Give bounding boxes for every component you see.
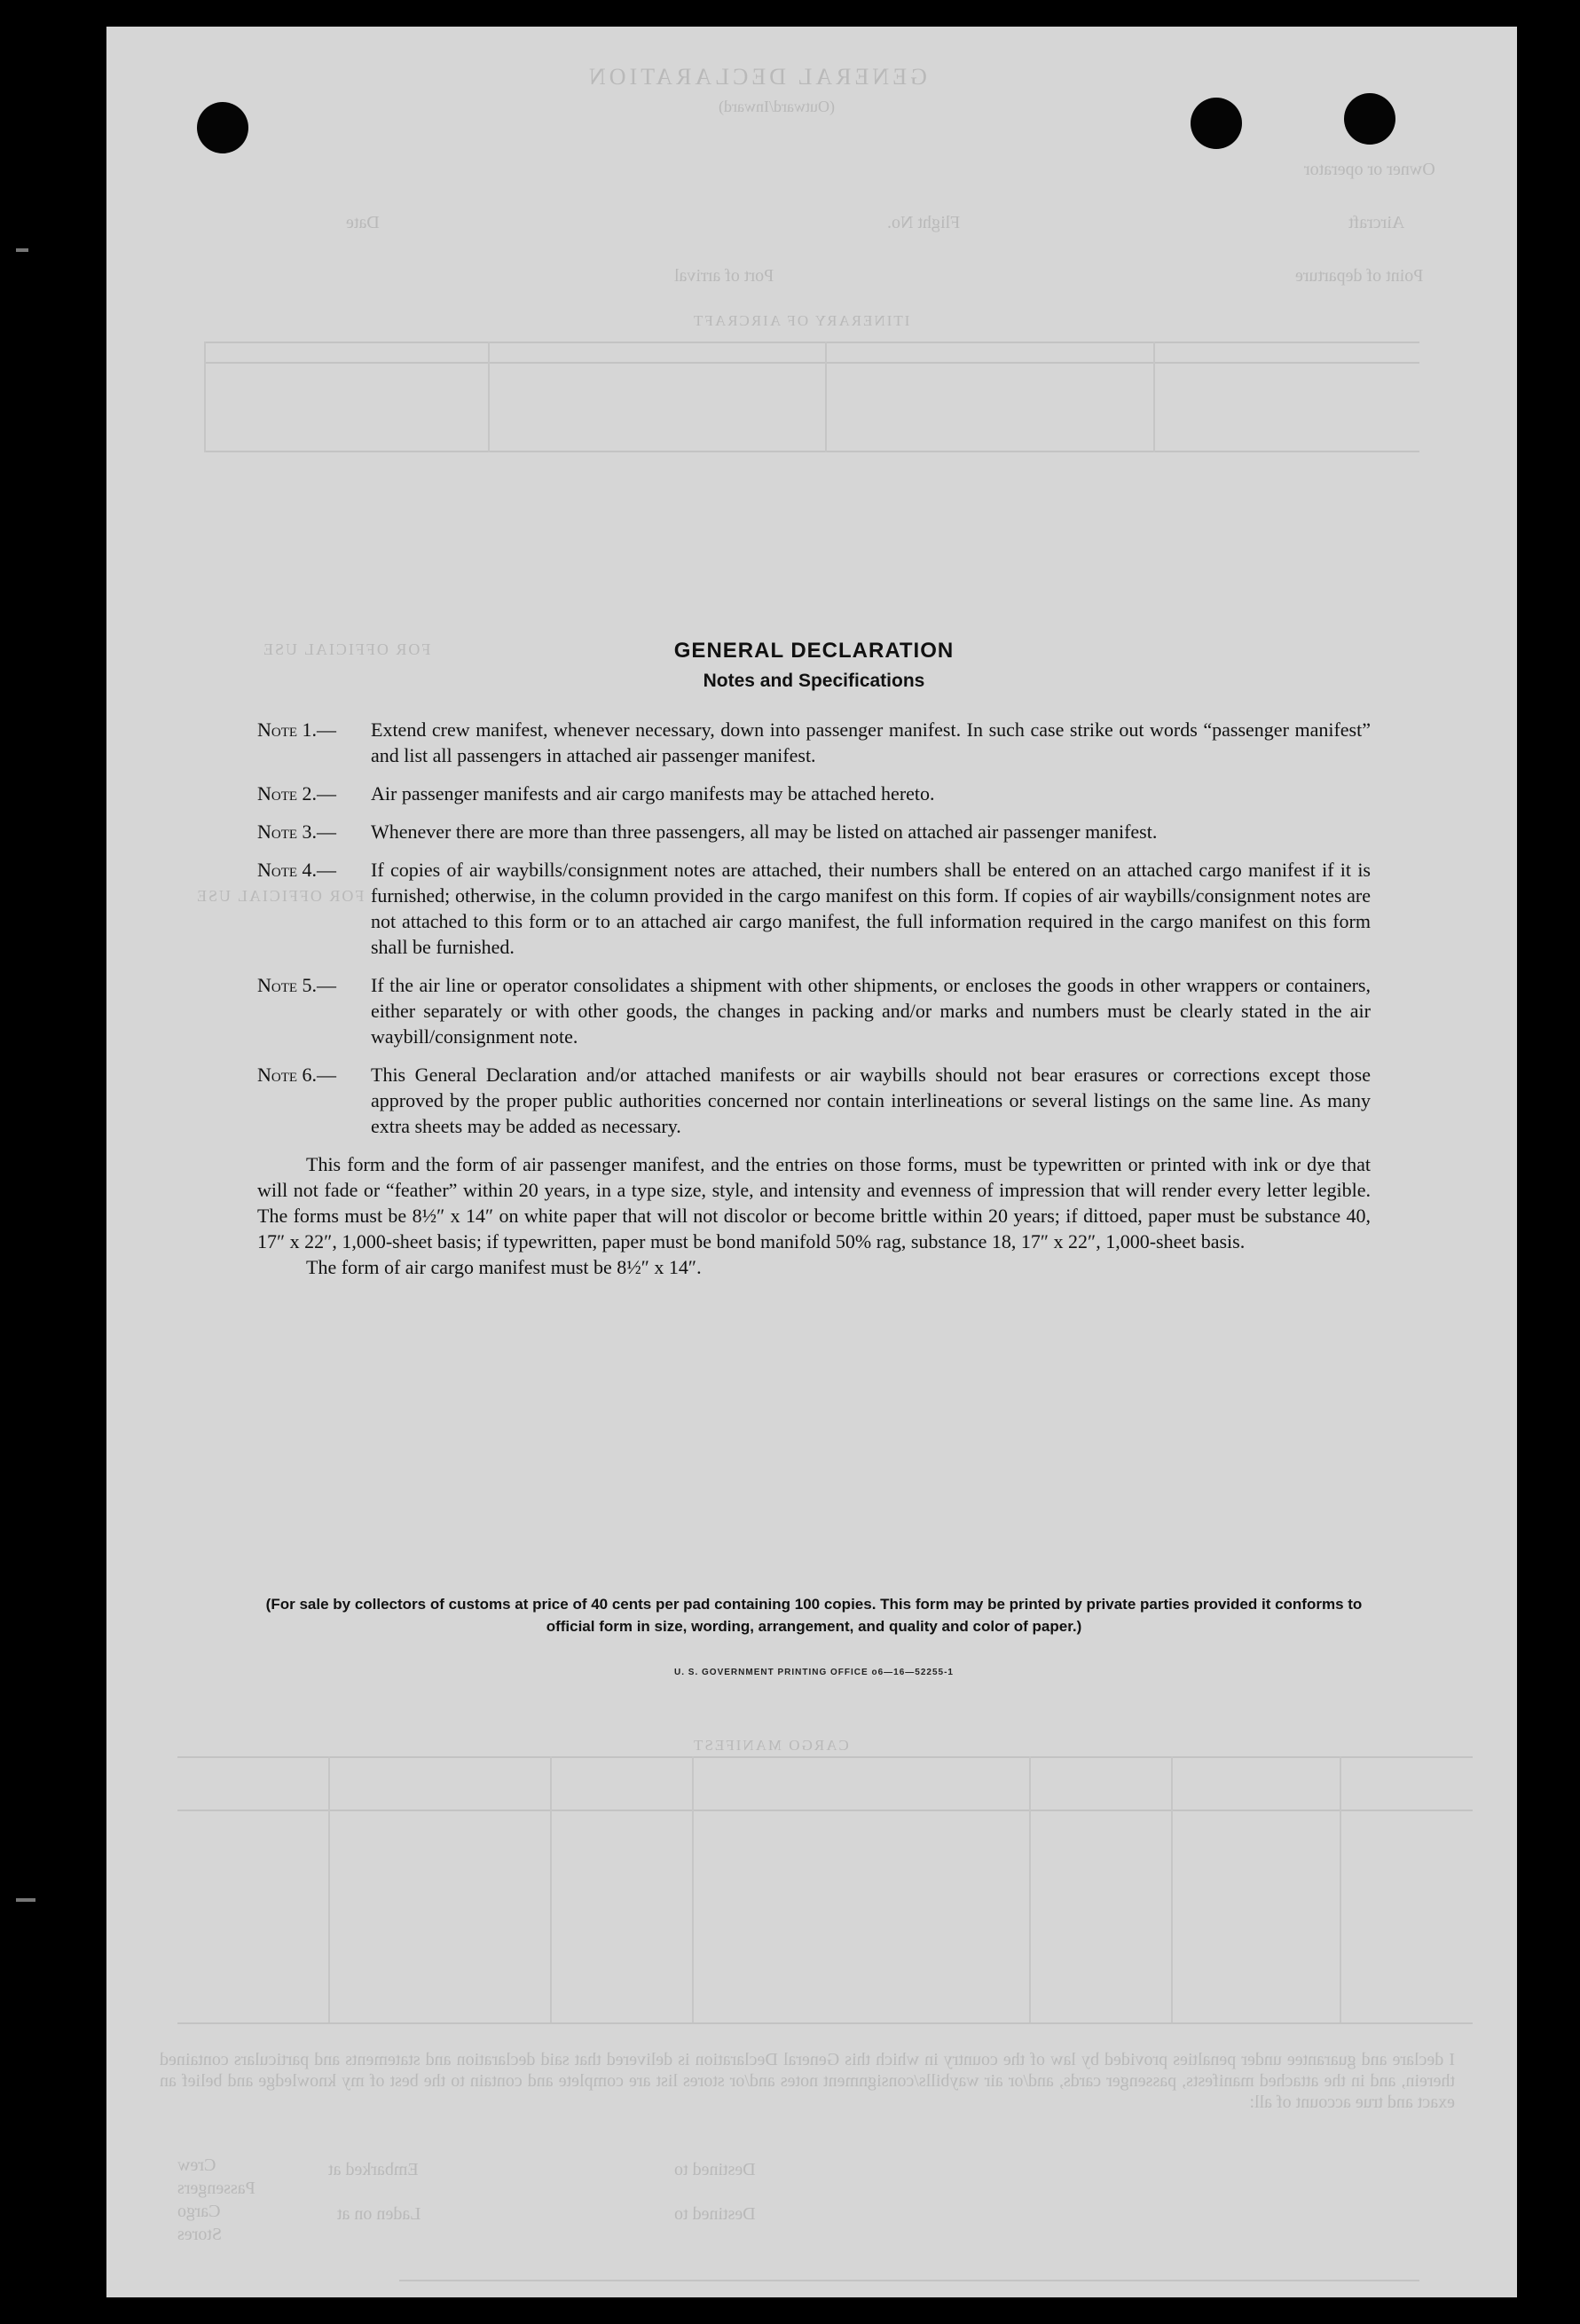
ghost-rule: [825, 342, 827, 452]
note-5: [257, 972, 1371, 1049]
note-text: Extend crew manifest, whenever necessary, down into passenger manifest. In such case strike out words “passenger manifest” and list all passengers in attached air passenger manifest.: [371, 718, 1371, 766]
note-label: Note 2.—: [257, 782, 337, 805]
ghost-rule: [692, 1756, 694, 2022]
ghost-point: Point of departure: [1295, 266, 1424, 286]
ghost-destined: Destined to: [674, 2160, 756, 2179]
note-label: Note 3.—: [257, 820, 337, 843]
cargo-manifest-size-paragraph: The form of air cargo manifest must be 8½″ x 14″.: [306, 1256, 702, 1278]
ghost-flight: Flight No.: [887, 213, 961, 232]
ghost-rule: [177, 1810, 1473, 1811]
punch-hole-right: [1191, 98, 1242, 149]
ghost-cargo: Cargo: [177, 2202, 221, 2221]
ghost-cargo-manifest: CARGO MANIFEST: [692, 1737, 849, 1754]
note-1: [257, 717, 1371, 768]
printer-line: U. S. GOVERNMENT PRINTING OFFICE o6—16—52255-1: [674, 1668, 954, 1677]
note-label: Note 5.—: [257, 974, 337, 996]
ghost-rule: [177, 2022, 1473, 2024]
sale-notice: (For sale by collectors of customs at price of 40 cents per pad containing 100 copies. This form may be printed by private parties provided it conforms to official form in size, wording, arrangement, and quality and color of paper.): [265, 1596, 1363, 1635]
note-4: [257, 857, 1371, 960]
ghost-date: Date: [346, 213, 380, 232]
ghost-header: GENERAL DECLARATION: [586, 64, 927, 90]
note-3: [257, 819, 1371, 844]
ghost-rule: [1171, 1756, 1173, 2022]
ghost-official-use-2: FOR OFFICIAL USE: [195, 887, 365, 905]
ghost-rule: [328, 1756, 330, 2022]
ghost-aircraft: Aircraft: [1348, 213, 1405, 232]
punch-hole-right-2: [1344, 93, 1395, 145]
ghost-port: Port of arrival: [674, 266, 774, 286]
ghost-laden: Laden on at: [337, 2204, 421, 2224]
note-label: Note 6.—: [257, 1064, 337, 1086]
ghost-itinerary: ITINERARY OF AIRCRAFT: [692, 312, 910, 329]
scan-mark: [16, 248, 28, 252]
ghost-embarked: Embarked at: [328, 2160, 419, 2179]
ghost-header-sub: (Outward/Inward): [719, 98, 835, 115]
ghost-stores: Stores: [177, 2225, 222, 2244]
ghost-rule: [204, 342, 1419, 343]
ghost-crew: Crew: [177, 2155, 216, 2175]
scan-mark: [16, 1898, 35, 1902]
note-text: Air passenger manifests and air cargo manifests may be attached hereto.: [371, 782, 935, 805]
note-label: Note 4.—: [257, 859, 337, 881]
ghost-declaration: I declare and guarantee under penalties provided by law of the country in which this General Declaration is delivered that said declaration and statements and particulars contained therein, and in the attached manifests, passenger cards, and/or air waybills/consignment notes and/or stores list are complete and contain to the best of my knowledge and belief an exact and true account of all:: [160, 2050, 1455, 2112]
ghost-rule: [488, 342, 490, 452]
specification-paragraph: This form and the form of air passenger manifest, and the entries on those forms, must be typewritten or printed with ink or dye that will not fade or “feather” within 20 years, in a type size, style, and intensity and evenness of impression that will render every letter legible. The forms must be 8½″ x 14″ on white paper that will not discolor or become brittle within 20 years; if dittoed, paper must be substance 40, 17″ x 22″, 1,000-sheet basis; if typewritten, paper must be bond manifold 50% rag, substance 18, 17″ x 22″, 1,000-sheet basis.: [257, 1153, 1371, 1252]
ghost-rule: [1340, 1756, 1341, 2022]
note-text: Whenever there are more than three passengers, all may be listed on attached air passenger manifest.: [371, 820, 1158, 843]
note-label: Note 1.—: [257, 718, 337, 741]
ghost-rule: [204, 362, 1419, 364]
document-title: GENERAL DECLARATION: [673, 639, 955, 663]
note-6: [257, 1062, 1371, 1139]
ghost-rule: [399, 2280, 1419, 2281]
note-text: If copies of air waybills/consignment notes are attached, their numbers shall be entered on an attached cargo manifest if it is furnished; otherwise, in the column provided in the cargo manifest on this form. If copies of air waybills/consignment notes are not attached to this form or to an attached air cargo manifest, the full information required in the cargo manifest on this form shall be furnished.: [371, 859, 1371, 958]
ghost-passengers: Passengers: [177, 2179, 255, 2198]
document-subtitle: Notes and Specifications: [703, 671, 925, 691]
punch-hole-left: [197, 102, 248, 153]
ghost-official-use: FOR OFFICIAL USE: [262, 640, 431, 658]
note-2: [257, 781, 1371, 806]
ghost-rule: [204, 342, 206, 452]
ghost-owner: Owner or operator: [1304, 160, 1435, 179]
ghost-destined-2: Destined to: [674, 2204, 756, 2224]
note-text: If the air line or operator consolidates a shipment with other shipments, or encloses the goods in other wrappers or containers, either separately or with other goods, the changes in packing and/or marks and numbers must be clearly stated in the air waybill/consignment note.: [371, 974, 1371, 1048]
notes-section: [257, 639, 1371, 1280]
ghost-rule: [1029, 1756, 1031, 2022]
ghost-rule: [1153, 342, 1155, 452]
ghost-rule: [204, 451, 1419, 452]
ghost-rule: [550, 1756, 552, 2022]
note-text: This General Declaration and/or attached manifests or air waybills should not bear erasures or corrections except those approved by the proper public authorities concerned nor contain interlineations or several listings on the same line. As many extra sheets may be added as necessary.: [371, 1064, 1371, 1137]
ghost-rule: [177, 1756, 1473, 1758]
